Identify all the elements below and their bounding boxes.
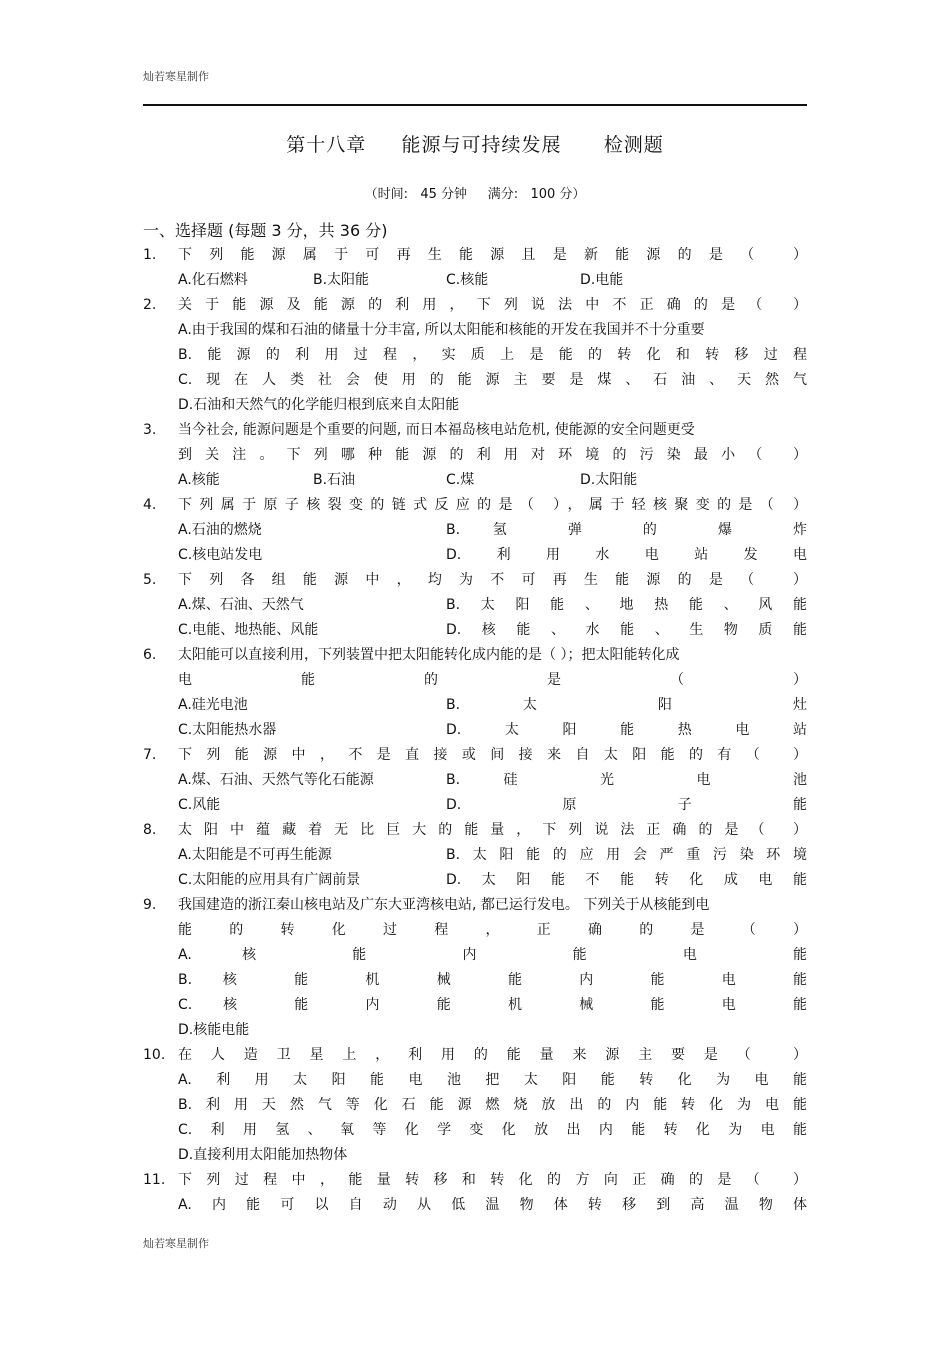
question-continuation-line xyxy=(143,943,807,968)
answer-option: A.煤、石油、天然气等化石能源 xyxy=(178,772,374,788)
answer-option: B. 太 阳 灶 xyxy=(446,697,807,713)
question-number: 3. xyxy=(143,422,157,438)
question-continuation-line xyxy=(143,768,807,793)
answer-option: C.太阳能热水器 xyxy=(178,722,277,738)
question-number: 8. xyxy=(143,822,157,838)
question-text: 能 的 转 化 过 程 ， 正 确 的 是 （ ） xyxy=(178,922,807,938)
question-continuation-line xyxy=(143,993,807,1018)
answer-option: D.原子能 xyxy=(446,797,807,813)
question-text: C.利用氢、氧等化学变化放出内能转化为电能 xyxy=(178,1122,807,1138)
question-line xyxy=(143,418,807,443)
question-text: 下列属于原子核裂变的链式反应的是（ ），属于轻核聚变的是（ ） xyxy=(178,497,807,513)
question-text: 下列能源属于可再生能源且是新能源的是（ ） xyxy=(178,247,807,263)
question-number: 5. xyxy=(143,572,157,588)
question-continuation-line xyxy=(143,393,807,418)
answer-option: C.电能、地热能、风能 xyxy=(178,622,319,638)
question-continuation-line xyxy=(143,968,807,993)
question-line xyxy=(143,893,807,918)
answer-option: A.化石燃料 xyxy=(178,272,248,288)
question-continuation-line xyxy=(143,668,807,693)
question-line xyxy=(143,1168,807,1193)
answer-option: A.核能 xyxy=(178,472,220,488)
question-text: 太阳能可以直接利用，下列装置中把太阳能转化成内能的是（ ）；把太阳能转化成 xyxy=(178,647,680,663)
question-text: A.利用太阳能电池把太阳能转化为电能 xyxy=(178,1072,807,1088)
question-number: 11. xyxy=(143,1172,166,1188)
question-line xyxy=(143,643,807,668)
question-number: 9. xyxy=(143,897,157,913)
question-text: D.石油和天然气的化学能归根到底来自太阳能 xyxy=(178,397,460,413)
question-continuation-line xyxy=(143,268,807,293)
question-number: 1. xyxy=(143,247,157,263)
page-title: 第十八章 能源与可持续发展 检测题 xyxy=(286,134,664,156)
question-number: 4. xyxy=(143,497,157,513)
question-continuation-line xyxy=(143,868,807,893)
answer-option: B.太阳能 xyxy=(313,272,370,288)
answer-option: A.煤、石油、天然气 xyxy=(178,597,304,613)
question-continuation-line xyxy=(143,443,807,468)
question-text: 下列过程中，能量转移和转化的方向正确的是（ ） xyxy=(178,1172,807,1188)
question-line xyxy=(143,243,807,268)
question-continuation-line xyxy=(143,368,807,393)
answer-option: B.太阳能的应用会严重污染环境 xyxy=(446,847,807,863)
question-text: D.核能电能 xyxy=(178,1022,250,1038)
question-continuation-line xyxy=(143,693,807,718)
question-continuation-line xyxy=(143,618,807,643)
answer-option: C.煤 xyxy=(446,472,475,488)
question-number: 6. xyxy=(143,647,157,663)
question-continuation-line xyxy=(143,793,807,818)
answer-option: D.太阳能不能转化成电能 xyxy=(446,872,807,888)
question-text: C.现在人类社会使用的能源主要是煤、石油、天然气 xyxy=(178,372,807,388)
answer-option: B. 硅 光 电 池 xyxy=(446,772,807,788)
question-continuation-line xyxy=(143,518,807,543)
header-rule xyxy=(143,104,807,106)
answer-option: B.石油 xyxy=(313,472,356,488)
answer-option: D.利用水电站发电 xyxy=(446,547,807,563)
question-line xyxy=(143,1043,807,1068)
question-continuation-line xyxy=(143,543,807,568)
question-continuation-line xyxy=(143,593,807,618)
question-line xyxy=(143,293,807,318)
question-text: 关于能源及能源的利用，下列说法中不正确的是（ ） xyxy=(178,297,807,313)
question-text: 我国建造的浙江秦山核电站及广东大亚湾核电站, 都已运行发电。 下列关于从核能到电 xyxy=(178,897,710,913)
question-number: 10. xyxy=(143,1047,166,1063)
question-line xyxy=(143,493,807,518)
answer-option: D.太阳能 xyxy=(580,472,638,488)
question-continuation-line xyxy=(143,1193,807,1218)
question-text: A. 核 能 内 能 电 能 xyxy=(178,947,807,963)
answer-option: D.太阳能热电站 xyxy=(446,722,807,738)
question-line xyxy=(143,818,807,843)
answer-option: D.核能、水能、生物质能 xyxy=(446,622,807,638)
question-continuation-line xyxy=(143,843,807,868)
question-continuation-line xyxy=(143,1018,807,1043)
answer-option: D.电能 xyxy=(580,272,624,288)
answer-option: A.硅光电池 xyxy=(178,697,248,713)
answer-option: B. 氢 弹 的 爆 炸 xyxy=(446,522,807,538)
question-continuation-line xyxy=(143,1118,807,1143)
question-continuation-line xyxy=(143,1068,807,1093)
question-list xyxy=(143,243,807,1218)
question-number: 7. xyxy=(143,747,157,763)
question-continuation-line xyxy=(143,343,807,368)
answer-option: A.太阳能是不可再生能源 xyxy=(178,847,332,863)
header-watermark: 灿若寒星制作 xyxy=(143,70,209,83)
question-text: B.能源的利用过程，实质上是能的转化和转移过程 xyxy=(178,347,807,363)
answer-option: C.太阳能的应用具有广阔前景 xyxy=(178,872,361,888)
answer-option: C.核能 xyxy=(446,272,489,288)
question-text: 到关注。下列哪种能源的利用对环境的污染最小（ ） xyxy=(178,447,807,463)
question-text: 电 能 的 是 （ ） xyxy=(178,672,807,688)
exam-info: （时间: 45 分钟 满分: 100 分） xyxy=(364,187,586,202)
question-text: 在人造卫星上，利用的能量来源主要是（ ） xyxy=(178,1047,807,1063)
question-continuation-line xyxy=(143,918,807,943)
question-continuation-line xyxy=(143,468,807,493)
answer-option: A.石油的燃烧 xyxy=(178,522,262,538)
question-text: 太阳中蕴藏着无比巨大的能量，下列说法正确的是（ ） xyxy=(178,822,807,838)
question-text: 当今社会, 能源问题是个重要的问题, 而日本福岛核电站危机, 使能源的安全问题更受 xyxy=(178,422,695,438)
question-text: 下列各组能源中，均为不可再生能源的是（ ） xyxy=(178,572,807,588)
question-text: A.内能可以自动从低温物体转移到高温物体 xyxy=(178,1197,807,1213)
question-text: 下列能源中，不是直接或间接来自太阳能的有（ ） xyxy=(178,747,807,763)
question-number: 2. xyxy=(143,297,157,313)
question-continuation-line xyxy=(143,1093,807,1118)
answer-option: B.太阳能、地热能、风能 xyxy=(446,597,807,613)
question-line xyxy=(143,743,807,768)
footer-watermark: 灿若寒星制作 xyxy=(143,1237,209,1250)
question-text: D.直接利用太阳能加热物体 xyxy=(178,1147,348,1163)
answer-option: C.核电站发电 xyxy=(178,547,263,563)
question-continuation-line xyxy=(143,318,807,343)
question-text: B.利用天然气等化石能源燃烧放出的内能转化为电能 xyxy=(178,1097,807,1113)
question-line xyxy=(143,568,807,593)
question-text: A.由于我国的煤和石油的储量十分丰富, 所以太阳能和核能的开发在我国并不十分重要 xyxy=(178,322,705,338)
question-continuation-line xyxy=(143,1143,807,1168)
answer-option: C.风能 xyxy=(178,797,221,813)
section-heading: 一、选择题 (每题 3 分，共 36 分) xyxy=(143,221,388,240)
question-text: B. 核 能 机 械 能 内 能 电 能 xyxy=(178,972,807,988)
question-text: C. 核 能 内 能 机 械 能 电 能 xyxy=(178,997,807,1013)
question-continuation-line xyxy=(143,718,807,743)
